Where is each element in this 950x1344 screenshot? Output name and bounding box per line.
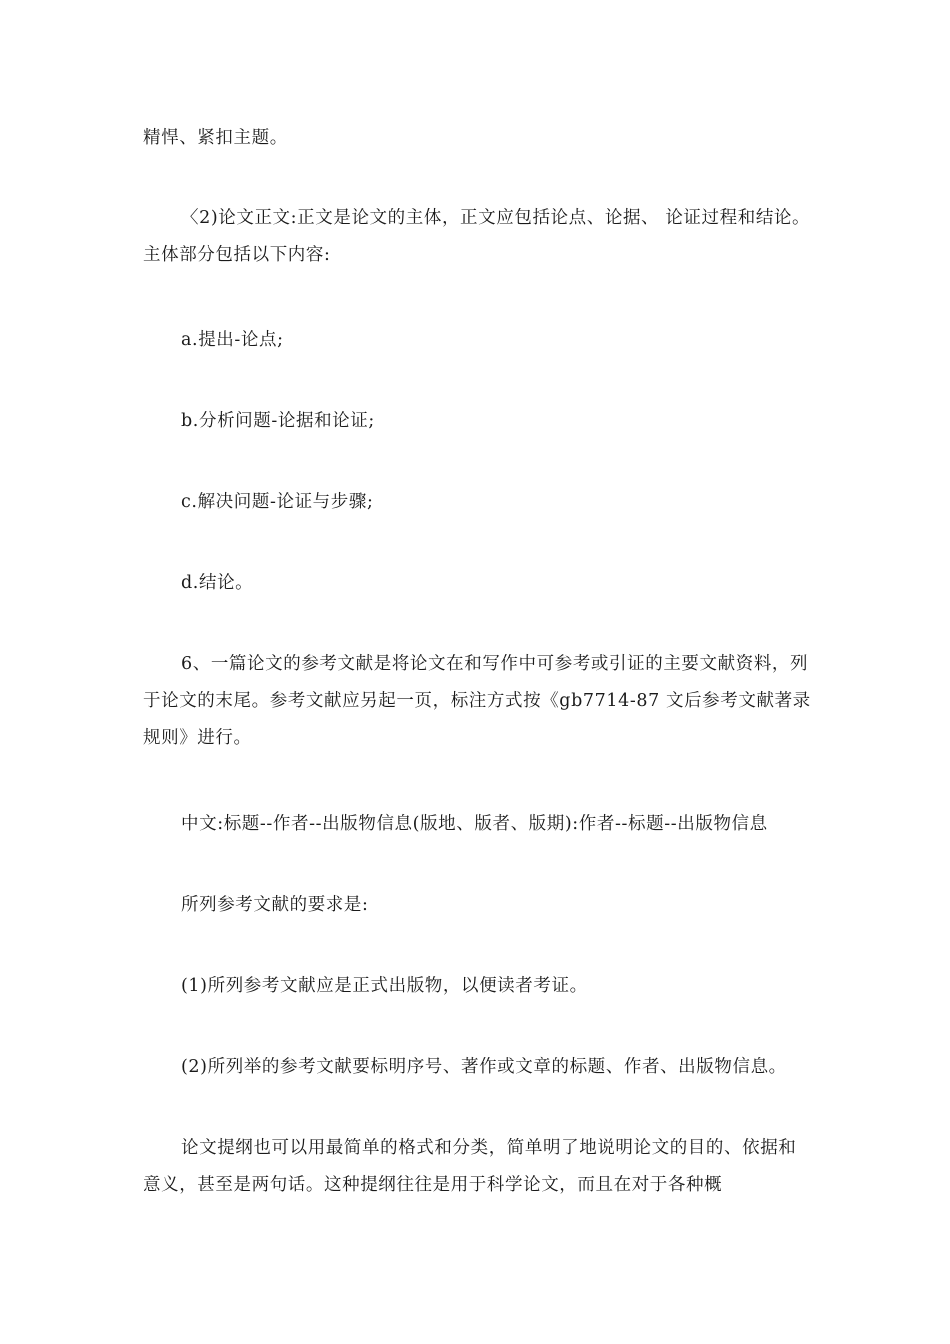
list-item-d: d.结论。 (181, 573, 254, 593)
requirement-item-1: (1)所列参考文献应是正式出版物，以便读者考证。 (181, 976, 588, 996)
list-item-a: a.提出-论点; (181, 330, 284, 350)
paragraph-continuation: 精悍、紧扣主题。 (143, 128, 288, 148)
paragraph-main-body: 〈2)论文正文:正文是论文的主体，正文应包括论点、论据、 论证过程和结论。主体部分包括以下内容: (143, 208, 811, 265)
paragraph-references: 6、一篇论文的参考文献是将论文在和写作中可参考或引证的主要文献资料，列于论文的末尾。参考文献应另起一页，标注方式按《gb7714-87 文后参考文献著录规则》进行。 (143, 654, 811, 748)
paragraph-chinese-format: 中文:标题--作者--出版物信息(版地、版者、版期):作者--标题--出版物信息 (181, 814, 768, 834)
list-item-c: c.解决问题-论证与步骤; (181, 492, 374, 512)
paragraph-requirements-intro: 所列参考文献的要求是: (181, 895, 369, 915)
requirement-item-2: (2)所列举的参考文献要标明序号、著作或文章的标题、作者、出版物信息。 (181, 1057, 787, 1077)
list-item-b: b.分析问题-论据和论证; (181, 411, 375, 431)
paragraph-outline: 论文提纲也可以用最简单的格式和分类，简单明了地说明论文的目的、依据和意义，甚至是两句话。这种提纲往往是用于科学论文，而且在对于各种概 (143, 1138, 797, 1195)
